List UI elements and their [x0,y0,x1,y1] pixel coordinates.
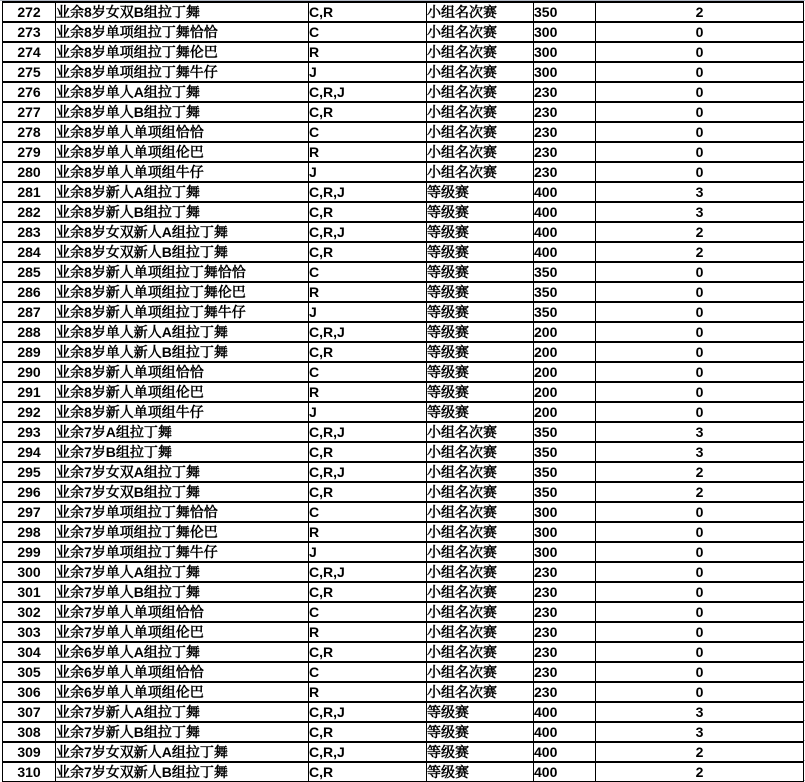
cell-dance-codes[interactable]: C [309,262,427,282]
cell-entry-count[interactable]: 0 [596,22,804,42]
cell-entry-count[interactable]: 0 [596,102,804,122]
cell-fee[interactable]: 350 [534,442,596,462]
cell-dance-codes[interactable]: C,R,J [309,422,427,442]
cell-event-name[interactable]: 业余6岁单人单项组恰恰 [56,662,309,682]
cell-dance-codes[interactable]: C [309,662,427,682]
cell-event-name[interactable]: 业余8岁单项组拉丁舞牛仔 [56,62,309,82]
cell-row-number[interactable]: 290 [3,362,56,382]
cell-event-name[interactable]: 业余7岁新人A组拉丁舞 [56,702,309,722]
cell-round-type[interactable]: 小组名次赛 [427,482,534,502]
cell-row-number[interactable]: 300 [3,562,56,582]
cell-row-number[interactable]: 287 [3,302,56,322]
cell-event-name[interactable]: 业余7岁女双新人A组拉丁舞 [56,742,309,762]
cell-round-type[interactable]: 小组名次赛 [427,442,534,462]
cell-entry-count[interactable]: 3 [596,722,804,742]
cell-entry-count[interactable]: 0 [596,82,804,102]
cell-round-type[interactable]: 小组名次赛 [427,582,534,602]
cell-round-type[interactable]: 小组名次赛 [427,2,534,22]
cell-dance-codes[interactable]: C [309,362,427,382]
cell-round-type[interactable]: 等级赛 [427,282,534,302]
cell-round-type[interactable]: 等级赛 [427,322,534,342]
cell-dance-codes[interactable]: J [309,162,427,182]
cell-event-name[interactable]: 业余7岁单人单项组伦巴 [56,622,309,642]
cell-fee[interactable]: 230 [534,82,596,102]
cell-dance-codes[interactable]: C,R,J [309,322,427,342]
cell-fee[interactable]: 230 [534,582,596,602]
cell-row-number[interactable]: 291 [3,382,56,402]
cell-fee[interactable]: 400 [534,702,596,722]
cell-round-type[interactable]: 等级赛 [427,182,534,202]
cell-dance-codes[interactable]: C,R [309,482,427,502]
cell-fee[interactable]: 350 [534,462,596,482]
cell-fee[interactable]: 400 [534,722,596,742]
cell-row-number[interactable]: 292 [3,402,56,422]
table-row [3,562,804,582]
cell-entry-count[interactable]: 0 [596,362,804,382]
cell-dance-codes[interactable]: C,R [309,582,427,602]
table-row [3,742,804,762]
cell-fee[interactable]: 350 [534,422,596,442]
cell-entry-count[interactable]: 0 [596,282,804,302]
cell-fee[interactable]: 300 [534,522,596,542]
cell-round-type[interactable]: 小组名次赛 [427,502,534,522]
cell-row-number[interactable]: 302 [3,602,56,622]
cell-entry-count[interactable]: 2 [596,242,804,262]
cell-round-type[interactable]: 等级赛 [427,302,534,322]
cell-round-type[interactable]: 小组名次赛 [427,422,534,442]
cell-fee[interactable]: 350 [534,282,596,302]
cell-row-number[interactable]: 308 [3,722,56,742]
cell-event-name[interactable]: 业余8岁单人新人B组拉丁舞 [56,342,309,362]
cell-row-number[interactable]: 297 [3,502,56,522]
cell-fee[interactable]: 230 [534,682,596,702]
cell-fee[interactable]: 400 [534,202,596,222]
cell-dance-codes[interactable]: R [309,142,427,162]
cell-event-name[interactable]: 业余7岁新人B组拉丁舞 [56,722,309,742]
cell-row-number[interactable]: 294 [3,442,56,462]
cell-dance-codes[interactable]: C,R [309,642,427,662]
cell-round-type[interactable]: 小组名次赛 [427,22,534,42]
cell-row-number[interactable]: 274 [3,42,56,62]
cell-dance-codes[interactable]: C,R,J [309,702,427,722]
cell-round-type[interactable]: 小组名次赛 [427,462,534,482]
cell-event-name[interactable]: 业余8岁单人单项组牛仔 [56,162,309,182]
cell-event-name[interactable]: 业余7岁女双A组拉丁舞 [56,462,309,482]
cell-entry-count[interactable]: 0 [596,622,804,642]
cell-entry-count[interactable]: 0 [596,142,804,162]
cell-round-type[interactable]: 小组名次赛 [427,102,534,122]
cell-round-type[interactable]: 等级赛 [427,262,534,282]
cell-round-type[interactable]: 小组名次赛 [427,542,534,562]
cell-row-number[interactable]: 281 [3,182,56,202]
cell-entry-count[interactable]: 0 [596,382,804,402]
cell-row-number[interactable]: 280 [3,162,56,182]
cell-fee[interactable]: 230 [534,662,596,682]
table-row [3,582,804,602]
cell-event-name[interactable]: 业余7岁单人单项组恰恰 [56,602,309,622]
cell-fee[interactable]: 300 [534,62,596,82]
cell-fee[interactable]: 300 [534,502,596,522]
cell-round-type[interactable]: 小组名次赛 [427,42,534,62]
cell-event-name[interactable]: 业余8岁单项组拉丁舞恰恰 [56,22,309,42]
cell-row-number[interactable]: 306 [3,682,56,702]
cell-dance-codes[interactable]: J [309,402,427,422]
cell-row-number[interactable]: 282 [3,202,56,222]
cell-dance-codes[interactable]: C,R [309,722,427,742]
cell-entry-count[interactable]: 0 [596,522,804,542]
cell-fee[interactable]: 230 [534,122,596,142]
cell-row-number[interactable]: 305 [3,662,56,682]
table-row [3,502,804,522]
cell-row-number[interactable]: 283 [3,222,56,242]
events-table [2,1,804,782]
cell-dance-codes[interactable]: C,R [309,102,427,122]
cell-row-number[interactable]: 303 [3,622,56,642]
cell-entry-count[interactable]: 0 [596,62,804,82]
cell-entry-count[interactable]: 3 [596,702,804,722]
cell-entry-count[interactable]: 0 [596,642,804,662]
cell-round-type[interactable]: 等级赛 [427,722,534,742]
cell-dance-codes[interactable]: C,R,J [309,82,427,102]
table-row [3,382,804,402]
cell-round-type[interactable]: 小组名次赛 [427,682,534,702]
cell-round-type[interactable]: 小组名次赛 [427,122,534,142]
cell-row-number[interactable]: 309 [3,742,56,762]
cell-row-number[interactable]: 272 [3,2,56,22]
cell-fee[interactable]: 230 [534,142,596,162]
cell-dance-codes[interactable]: R [309,42,427,62]
cell-fee[interactable]: 200 [534,402,596,422]
cell-fee[interactable]: 200 [534,342,596,362]
cell-row-number[interactable]: 293 [3,422,56,442]
cell-fee[interactable]: 350 [534,262,596,282]
cell-event-name[interactable]: 业余8岁新人单项组拉丁舞恰恰 [56,262,309,282]
cell-fee[interactable]: 230 [534,622,596,642]
cell-fee[interactable]: 350 [534,482,596,502]
cell-fee[interactable]: 400 [534,242,596,262]
cell-fee[interactable]: 200 [534,322,596,342]
cell-row-number[interactable]: 295 [3,462,56,482]
cell-row-number[interactable]: 310 [3,762,56,782]
cell-entry-count[interactable]: 0 [596,682,804,702]
cell-fee[interactable]: 230 [534,162,596,182]
cell-dance-codes[interactable]: R [309,682,427,702]
cell-event-name[interactable]: 业余7岁单项组拉丁舞恰恰 [56,502,309,522]
table-row [3,402,804,422]
table-row [3,262,804,282]
cell-entry-count[interactable]: 0 [596,262,804,282]
cell-round-type[interactable]: 等级赛 [427,242,534,262]
cell-entry-count[interactable]: 0 [596,502,804,522]
cell-fee[interactable]: 400 [534,742,596,762]
cell-dance-codes[interactable]: C,R [309,762,427,782]
cell-event-name[interactable]: 业余6岁单人单项组伦巴 [56,682,309,702]
cell-dance-codes[interactable]: C [309,502,427,522]
cell-round-type[interactable]: 小组名次赛 [427,662,534,682]
table-row [3,362,804,382]
cell-dance-codes[interactable]: R [309,382,427,402]
table-row [3,42,804,62]
cell-entry-count[interactable]: 0 [596,562,804,582]
cell-round-type[interactable]: 等级赛 [427,742,534,762]
table-row [3,242,804,262]
cell-row-number[interactable]: 304 [3,642,56,662]
cell-event-name[interactable]: 业余6岁单人A组拉丁舞 [56,642,309,662]
table-row [3,142,804,162]
cell-row-number[interactable]: 288 [3,322,56,342]
cell-fee[interactable]: 230 [534,562,596,582]
table-row [3,102,804,122]
table-row [3,482,804,502]
cell-dance-codes[interactable]: C,R,J [309,462,427,482]
table-row [3,202,804,222]
cell-row-number[interactable]: 286 [3,282,56,302]
cell-row-number[interactable]: 273 [3,22,56,42]
table-row [3,22,804,42]
cell-row-number[interactable]: 289 [3,342,56,362]
table-row [3,162,804,182]
cell-event-name[interactable]: 业余7岁B组拉丁舞 [56,442,309,462]
cell-round-type[interactable]: 小组名次赛 [427,622,534,642]
cell-dance-codes[interactable]: C,R [309,2,427,22]
cell-round-type[interactable]: 小组名次赛 [427,562,534,582]
cell-round-type[interactable]: 等级赛 [427,702,534,722]
cell-entry-count[interactable]: 2 [596,742,804,762]
cell-round-type[interactable]: 小组名次赛 [427,522,534,542]
cell-dance-codes[interactable]: C,R,J [309,562,427,582]
cell-row-number[interactable]: 284 [3,242,56,262]
cell-fee[interactable]: 300 [534,22,596,42]
cell-entry-count[interactable]: 3 [596,442,804,462]
cell-event-name[interactable]: 业余8岁新人单项组恰恰 [56,362,309,382]
cell-entry-count[interactable]: 2 [596,222,804,242]
table-row [3,542,804,562]
table-row [3,642,804,662]
cell-event-name[interactable]: 业余8岁单项组拉丁舞伦巴 [56,42,309,62]
cell-event-name[interactable]: 业余8岁女双B组拉丁舞 [56,2,309,22]
cell-event-name[interactable]: 业余7岁单项组拉丁舞牛仔 [56,542,309,562]
cell-entry-count[interactable]: 0 [596,662,804,682]
table-row [3,322,804,342]
table-row [3,422,804,442]
cell-round-type[interactable]: 等级赛 [427,362,534,382]
table-body [3,2,804,782]
cell-dance-codes[interactable]: C [309,602,427,622]
cell-dance-codes[interactable]: C [309,22,427,42]
cell-row-number[interactable]: 299 [3,542,56,562]
cell-row-number[interactable]: 278 [3,122,56,142]
cell-row-number[interactable]: 307 [3,702,56,722]
cell-round-type[interactable]: 等级赛 [427,762,534,782]
cell-row-number[interactable]: 298 [3,522,56,542]
cell-event-name[interactable]: 业余8岁女双新人A组拉丁舞 [56,222,309,242]
cell-entry-count[interactable]: 0 [596,162,804,182]
cell-fee[interactable]: 200 [534,362,596,382]
cell-round-type[interactable]: 小组名次赛 [427,142,534,162]
cell-row-number[interactable]: 275 [3,62,56,82]
cell-row-number[interactable]: 285 [3,262,56,282]
cell-round-type[interactable]: 小组名次赛 [427,602,534,622]
cell-round-type[interactable]: 小组名次赛 [427,642,534,662]
table-row [3,622,804,642]
cell-round-type[interactable]: 小组名次赛 [427,62,534,82]
cell-event-name[interactable]: 业余8岁单人A组拉丁舞 [56,82,309,102]
cell-fee[interactable]: 400 [534,762,596,782]
cell-dance-codes[interactable]: C,R [309,202,427,222]
cell-fee[interactable]: 300 [534,542,596,562]
cell-dance-codes[interactable]: C,R [309,342,427,362]
table-row [3,442,804,462]
cell-entry-count[interactable]: 3 [596,202,804,222]
table-row [3,182,804,202]
cell-row-number[interactable]: 301 [3,582,56,602]
cell-round-type[interactable]: 等级赛 [427,382,534,402]
table-row [3,122,804,142]
table-row [3,762,804,782]
cell-event-name[interactable]: 业余8岁新人B组拉丁舞 [56,202,309,222]
cell-fee[interactable]: 200 [534,382,596,402]
cell-fee[interactable]: 400 [534,222,596,242]
cell-event-name[interactable]: 业余8岁单人单项组恰恰 [56,122,309,142]
cell-fee[interactable]: 230 [534,642,596,662]
cell-dance-codes[interactable]: R [309,522,427,542]
table-row [3,702,804,722]
cell-event-name[interactable]: 业余7岁单人A组拉丁舞 [56,562,309,582]
cell-event-name[interactable]: 业余8岁新人单项组拉丁舞牛仔 [56,302,309,322]
cell-dance-codes[interactable]: C,R,J [309,182,427,202]
cell-dance-codes[interactable]: J [309,62,427,82]
cell-event-name[interactable]: 业余8岁单人单项组伦巴 [56,142,309,162]
table-row [3,662,804,682]
cell-entry-count[interactable]: 0 [596,322,804,342]
cell-round-type[interactable]: 小组名次赛 [427,82,534,102]
cell-entry-count[interactable]: 0 [596,582,804,602]
cell-entry-count[interactable]: 0 [596,602,804,622]
cell-entry-count[interactable]: 0 [596,542,804,562]
table-row [3,682,804,702]
table-row [3,82,804,102]
cell-dance-codes[interactable]: C,R [309,442,427,462]
cell-event-name[interactable]: 业余7岁女双新人B组拉丁舞 [56,762,309,782]
table-row [3,62,804,82]
cell-round-type[interactable]: 等级赛 [427,342,534,362]
cell-dance-codes[interactable]: C,R,J [309,222,427,242]
table-row [3,602,804,622]
table-row [3,282,804,302]
cell-event-name[interactable]: 业余7岁单项组拉丁舞伦巴 [56,522,309,542]
cell-entry-count[interactable]: 0 [596,122,804,142]
cell-round-type[interactable]: 等级赛 [427,202,534,222]
cell-entry-count[interactable]: 3 [596,422,804,442]
cell-dance-codes[interactable]: C,R,J [309,742,427,762]
cell-dance-codes[interactable]: J [309,302,427,322]
table-row [3,2,804,22]
cell-round-type[interactable]: 等级赛 [427,402,534,422]
cell-fee[interactable]: 350 [534,302,596,322]
cell-event-name[interactable]: 业余8岁单人新人A组拉丁舞 [56,322,309,342]
cell-event-name[interactable]: 业余7岁单人B组拉丁舞 [56,582,309,602]
cell-entry-count[interactable]: 0 [596,342,804,362]
cell-event-name[interactable]: 业余8岁女双新人B组拉丁舞 [56,242,309,262]
table-row [3,722,804,742]
cell-fee[interactable]: 400 [534,182,596,202]
cell-dance-codes[interactable]: C,R [309,242,427,262]
cell-dance-codes[interactable]: J [309,542,427,562]
cell-event-name[interactable]: 业余8岁新人单项组伦巴 [56,382,309,402]
table-row [3,342,804,362]
cell-event-name[interactable]: 业余8岁单人B组拉丁舞 [56,102,309,122]
table-row [3,222,804,242]
cell-row-number[interactable]: 277 [3,102,56,122]
cell-fee[interactable]: 300 [534,42,596,62]
cell-entry-count[interactable]: 2 [596,482,804,502]
table-row [3,462,804,482]
cell-entry-count[interactable]: 3 [596,182,804,202]
cell-event-name[interactable]: 业余8岁新人A组拉丁舞 [56,182,309,202]
cell-event-name[interactable]: 业余7岁A组拉丁舞 [56,422,309,442]
table-row [3,522,804,542]
cell-entry-count[interactable]: 2 [596,2,804,22]
cell-entry-count[interactable]: 2 [596,462,804,482]
cell-row-number[interactable]: 296 [3,482,56,502]
cell-fee[interactable]: 230 [534,602,596,622]
cell-event-name[interactable]: 业余8岁新人单项组牛仔 [56,402,309,422]
cell-event-name[interactable]: 业余7岁女双B组拉丁舞 [56,482,309,502]
cell-dance-codes[interactable]: R [309,282,427,302]
cell-fee[interactable]: 230 [534,102,596,122]
cell-row-number[interactable]: 279 [3,142,56,162]
cell-entry-count[interactable]: 0 [596,402,804,422]
cell-round-type[interactable]: 小组名次赛 [427,162,534,182]
cell-event-name[interactable]: 业余8岁新人单项组拉丁舞伦巴 [56,282,309,302]
cell-entry-count[interactable]: 0 [596,42,804,62]
cell-entry-count[interactable]: 0 [596,302,804,322]
cell-entry-count[interactable]: 2 [596,762,804,782]
table-row [3,302,804,322]
cell-round-type[interactable]: 等级赛 [427,222,534,242]
cell-dance-codes[interactable]: R [309,622,427,642]
cell-dance-codes[interactable]: C [309,122,427,142]
cell-row-number[interactable]: 276 [3,82,56,102]
cell-fee[interactable]: 350 [534,2,596,22]
